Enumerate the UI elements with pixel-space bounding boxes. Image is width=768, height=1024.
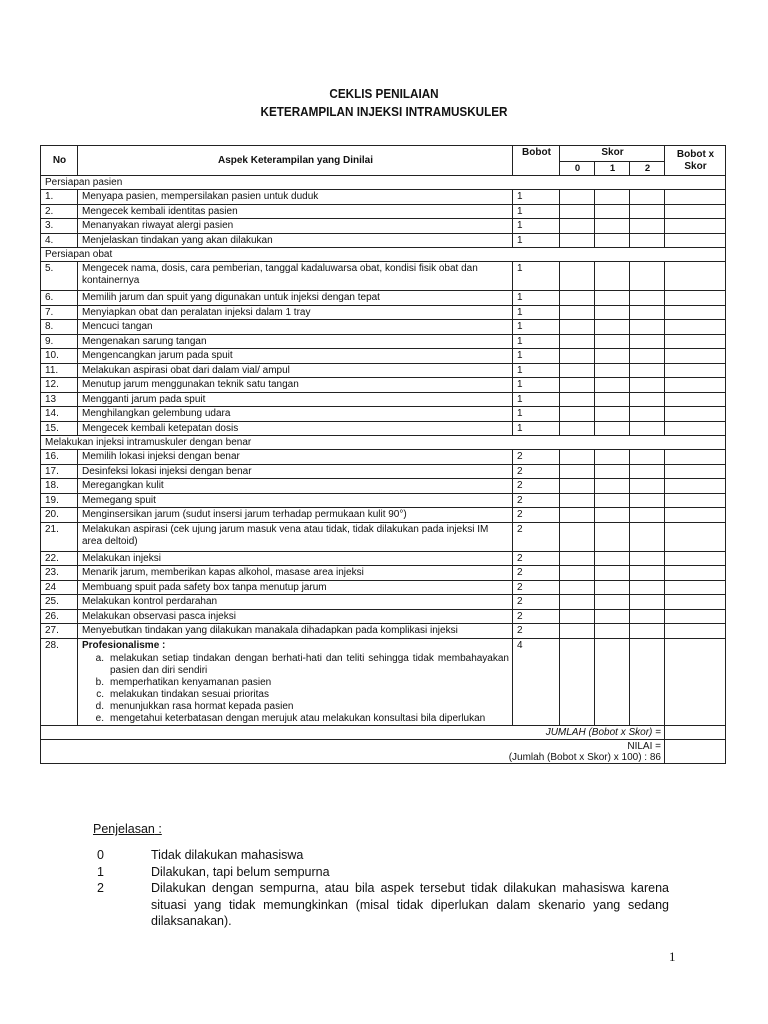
row-bobot: 1 (513, 363, 560, 378)
list-item (82, 677, 509, 689)
score-0-cell[interactable] (560, 291, 595, 306)
table-row (41, 190, 726, 205)
score-2-cell[interactable] (630, 609, 665, 624)
checklist-table (40, 145, 726, 764)
score-0-cell[interactable] (560, 305, 595, 320)
row-aspect: Mengecek nama, dosis, cara pemberian, tanggal kadaluwarsa obat, kondisi fisik obat dan kontainernya (78, 262, 513, 291)
row-aspect: Mengencangkan jarum pada spuit (78, 349, 513, 364)
row-bobot: 1 (513, 392, 560, 407)
table-row (41, 291, 726, 306)
row-number: 22. (41, 551, 78, 566)
row-aspect: Memegang spuit (78, 493, 513, 508)
score-2-cell[interactable] (630, 334, 665, 349)
legend-text: Dilakukan dengan sempurna, atau bila aspek tersebut tidak dilakukan mahasiswa karena situasi yang tidak memungkinkan (misal tidak diperlukan dalam skenario yang sedang dilaksanakan). (151, 881, 669, 928)
row-aspect: Mencuci tangan (78, 320, 513, 335)
score-0-cell[interactable] (560, 363, 595, 378)
row-number: 8. (41, 320, 78, 335)
score-1-cell[interactable] (595, 638, 630, 725)
header-bobot: Bobot (513, 146, 560, 176)
score-2-cell[interactable] (630, 363, 665, 378)
score-2-cell[interactable] (630, 320, 665, 335)
row-number: 15. (41, 421, 78, 436)
summary-row-nilai (41, 739, 726, 763)
table-row (41, 262, 726, 291)
row-bobot: 4 (513, 638, 560, 725)
table-row (41, 421, 726, 436)
row-bobot: 1 (513, 190, 560, 205)
score-0-cell[interactable] (560, 407, 595, 422)
row-bobot: 2 (513, 609, 560, 624)
legend-item (97, 880, 669, 930)
bobot-x-skor-cell[interactable] (665, 566, 726, 581)
table-row-professionalism (41, 638, 726, 725)
score-0-cell[interactable] (560, 320, 595, 335)
table-row (41, 219, 726, 234)
score-0-cell[interactable] (560, 609, 595, 624)
table-row (41, 363, 726, 378)
bobot-x-skor-cell[interactable] (665, 219, 726, 234)
legend-key: 2 (97, 881, 104, 895)
bobot-x-skor-cell[interactable] (665, 638, 726, 725)
score-2-cell[interactable] (630, 392, 665, 407)
table-row (41, 334, 726, 349)
score-0-cell[interactable] (560, 392, 595, 407)
score-1-cell[interactable] (595, 378, 630, 393)
row-number: 11. (41, 363, 78, 378)
score-2-cell[interactable] (630, 450, 665, 465)
score-0-cell[interactable] (560, 421, 595, 436)
section-header: Persiapan obat (41, 248, 726, 262)
bobot-x-skor-cell[interactable] (665, 508, 726, 523)
table-row (41, 624, 726, 639)
header-skor-0: 0 (560, 162, 595, 176)
table-row (41, 609, 726, 624)
bobot-x-skor-cell[interactable] (665, 551, 726, 566)
row-bobot: 1 (513, 262, 560, 291)
row-bobot: 2 (513, 508, 560, 523)
row-bobot: 1 (513, 320, 560, 335)
row-number: 21. (41, 522, 78, 551)
row-aspect: Meregangkan kulit (78, 479, 513, 494)
row-number: 13 (41, 392, 78, 407)
row-number: 9. (41, 334, 78, 349)
item-letter: e. (95, 712, 104, 724)
score-1-cell[interactable] (595, 609, 630, 624)
row-aspect: Menghilangkan gelembung udara (78, 407, 513, 422)
score-0-cell[interactable] (560, 334, 595, 349)
score-2-cell[interactable] (630, 349, 665, 364)
score-1-cell[interactable] (595, 464, 630, 479)
bobot-x-skor-cell[interactable] (665, 479, 726, 494)
bobot-x-skor-cell[interactable] (665, 493, 726, 508)
header-bobot-x-skor: Bobot x Skor (665, 146, 726, 176)
bobot-x-skor-cell[interactable] (665, 262, 726, 291)
row-bobot: 1 (513, 204, 560, 219)
score-2-cell[interactable] (630, 204, 665, 219)
table-row (41, 450, 726, 465)
row-number: 14. (41, 407, 78, 422)
row-number: 26. (41, 609, 78, 624)
explanation-heading-text: Penjelasan (93, 822, 155, 836)
row-bobot: 1 (513, 349, 560, 364)
bobot-x-skor-cell[interactable] (665, 363, 726, 378)
row-bobot: 1 (513, 291, 560, 306)
table-row (41, 464, 726, 479)
score-1-cell[interactable] (595, 450, 630, 465)
score-1-cell[interactable] (595, 190, 630, 205)
row-number: 4. (41, 233, 78, 248)
bobot-x-skor-cell[interactable] (665, 291, 726, 306)
professionalism-title: Profesionalisme : (82, 639, 166, 651)
score-2-cell[interactable] (630, 291, 665, 306)
bobot-x-skor-cell[interactable] (665, 609, 726, 624)
bobot-x-skor-cell[interactable] (665, 580, 726, 595)
score-2-cell[interactable] (630, 262, 665, 291)
item-text: menunjukkan rasa hormat kepada pasien (110, 700, 294, 712)
table-row (41, 580, 726, 595)
score-1-cell[interactable] (595, 580, 630, 595)
nilai-label (41, 739, 665, 763)
header-skor-1: 1 (595, 162, 630, 176)
row-bobot: 2 (513, 464, 560, 479)
score-2-cell[interactable] (630, 219, 665, 234)
row-aspect: Menanyakan riwayat alergi pasien (78, 219, 513, 234)
score-1-cell[interactable] (595, 233, 630, 248)
row-number: 12. (41, 378, 78, 393)
document-title: CEKLIS PENILAIAN (329, 86, 439, 101)
table-row (41, 305, 726, 320)
score-1-cell[interactable] (595, 262, 630, 291)
table-row (41, 508, 726, 523)
score-1-cell[interactable] (595, 407, 630, 422)
bobot-x-skor-cell[interactable] (665, 190, 726, 205)
row-number: 23. (41, 566, 78, 581)
item-text: memperhatikan kenyamanan pasien (110, 676, 272, 688)
table-row (41, 378, 726, 393)
score-2-cell[interactable] (630, 522, 665, 551)
row-number: 18. (41, 479, 78, 494)
row-number: 17. (41, 464, 78, 479)
jumlah-value-cell[interactable] (665, 725, 726, 739)
row-aspect: Melakukan injeksi (78, 551, 513, 566)
bobot-x-skor-cell[interactable] (665, 464, 726, 479)
score-2-cell[interactable] (630, 508, 665, 523)
row-bobot: 1 (513, 219, 560, 234)
score-1-cell[interactable] (595, 334, 630, 349)
score-0-cell[interactable] (560, 624, 595, 639)
header-no: No (41, 146, 78, 176)
professionalism-list (82, 653, 509, 725)
score-1-cell[interactable] (595, 508, 630, 523)
row-aspect: Mengecek kembali ketepatan dosis (78, 421, 513, 436)
score-2-cell[interactable] (630, 407, 665, 422)
row-aspect: Menyapa pasien, mempersilakan pasien untuk duduk (78, 190, 513, 205)
table-row (41, 522, 726, 551)
explanation-colon: : (154, 822, 162, 836)
score-0-cell[interactable] (560, 595, 595, 610)
row-number: 3. (41, 219, 78, 234)
item-letter: b. (95, 676, 104, 688)
row-number: 5. (41, 262, 78, 291)
score-2-cell[interactable] (630, 464, 665, 479)
row-aspect: Melakukan observasi pasca injeksi (78, 609, 513, 624)
bobot-x-skor-cell[interactable] (665, 204, 726, 219)
row-number: 19. (41, 493, 78, 508)
score-0-cell[interactable] (560, 204, 595, 219)
bobot-x-skor-cell[interactable] (665, 407, 726, 422)
score-1-cell[interactable] (595, 624, 630, 639)
score-1-cell[interactable] (595, 392, 630, 407)
table-row (41, 493, 726, 508)
table-row (41, 392, 726, 407)
row-aspect: Melakukan aspirasi (cek ujung jarum masuk vena atau tidak, tidak dilakukan pada injeksi IM area deltoid) (78, 522, 513, 551)
score-2-cell[interactable] (630, 305, 665, 320)
score-0-cell[interactable] (560, 508, 595, 523)
score-0-cell[interactable] (560, 464, 595, 479)
summary-row-jumlah (41, 725, 726, 739)
row-bobot: 2 (513, 522, 560, 551)
list-item (82, 689, 509, 701)
score-1-cell[interactable] (595, 479, 630, 494)
score-0-cell[interactable] (560, 190, 595, 205)
score-0-cell[interactable] (560, 450, 595, 465)
row-bobot: 1 (513, 407, 560, 422)
score-2-cell[interactable] (630, 479, 665, 494)
score-0-cell[interactable] (560, 219, 595, 234)
score-1-cell[interactable] (595, 551, 630, 566)
bobot-x-skor-cell[interactable] (665, 320, 726, 335)
score-0-cell[interactable] (560, 551, 595, 566)
legend-item (97, 864, 669, 881)
item-letter: d. (95, 700, 104, 712)
score-2-cell[interactable] (630, 595, 665, 610)
bobot-x-skor-cell[interactable] (665, 624, 726, 639)
bobot-x-skor-cell[interactable] (665, 233, 726, 248)
row-bobot: 2 (513, 624, 560, 639)
score-1-cell[interactable] (595, 204, 630, 219)
bobot-x-skor-cell[interactable] (665, 522, 726, 551)
row-number: 7. (41, 305, 78, 320)
score-1-cell[interactable] (595, 522, 630, 551)
bobot-x-skor-cell[interactable] (665, 392, 726, 407)
row-aspect: Melakukan kontrol perdarahan (78, 595, 513, 610)
row-aspect-professionalism (78, 638, 513, 725)
score-0-cell[interactable] (560, 349, 595, 364)
section-header: Melakukan injeksi intramuskuler dengan benar (41, 436, 726, 450)
row-bobot: 1 (513, 334, 560, 349)
row-bobot: 1 (513, 233, 560, 248)
score-2-cell[interactable] (630, 378, 665, 393)
score-1-cell[interactable] (595, 349, 630, 364)
item-text: melakukan setiap tindakan dengan berhati-hati dan teliti sehingga tidak membahayakan pasien dan diri sendiri (110, 652, 509, 676)
table-row (41, 479, 726, 494)
section-header: Persiapan pasien (41, 176, 726, 190)
row-bobot: 1 (513, 421, 560, 436)
table-row (41, 551, 726, 566)
score-0-cell[interactable] (560, 638, 595, 725)
header-skor-2: 2 (630, 162, 665, 176)
row-bobot: 2 (513, 566, 560, 581)
table-row (41, 407, 726, 422)
row-bobot: 2 (513, 580, 560, 595)
row-bobot: 2 (513, 595, 560, 610)
nilai-formula: (Jumlah (Bobot x Skor) x 100) : 86 (508, 751, 661, 763)
score-2-cell[interactable] (630, 190, 665, 205)
item-letter: a. (95, 652, 104, 664)
score-0-cell[interactable] (560, 233, 595, 248)
row-aspect: Memilih lokasi injeksi dengan benar (78, 450, 513, 465)
item-letter: c. (96, 688, 104, 700)
row-number: 27. (41, 624, 78, 639)
row-number: 1. (41, 190, 78, 205)
table-row (41, 566, 726, 581)
legend-key: 1 (97, 865, 104, 879)
score-0-cell[interactable] (560, 493, 595, 508)
row-aspect: Melakukan aspirasi obat dari dalam vial/ ampul (78, 363, 513, 378)
explanation-heading (93, 822, 162, 836)
legend-text: Dilakukan, tapi belum sempurna (151, 865, 330, 879)
jumlah-label: JUMLAH (Bobot x Skor) = (41, 725, 665, 739)
list-item (82, 653, 509, 677)
row-bobot: 1 (513, 305, 560, 320)
table-row (41, 204, 726, 219)
row-number: 20. (41, 508, 78, 523)
legend-key: 0 (97, 848, 104, 862)
score-0-cell[interactable] (560, 522, 595, 551)
item-text: melakukan tindakan sesuai prioritas (110, 688, 269, 700)
table-row (41, 349, 726, 364)
row-number: 6. (41, 291, 78, 306)
row-aspect: Menginsersikan jarum (sudut insersi jarum terhadap permukaan kulit 90°) (78, 508, 513, 523)
table-row (41, 320, 726, 335)
row-aspect: Mengenakan sarung tangan (78, 334, 513, 349)
score-0-cell[interactable] (560, 479, 595, 494)
bobot-x-skor-cell[interactable] (665, 421, 726, 436)
score-0-cell[interactable] (560, 566, 595, 581)
score-2-cell[interactable] (630, 566, 665, 581)
score-1-cell[interactable] (595, 566, 630, 581)
row-bobot: 2 (513, 450, 560, 465)
row-number: 28. (41, 638, 78, 725)
row-number: 25. (41, 595, 78, 610)
header-aspect: Aspek Keterampilan yang Dinilai (78, 146, 513, 176)
score-1-cell[interactable] (595, 305, 630, 320)
list-item (82, 701, 509, 713)
bobot-x-skor-cell[interactable] (665, 595, 726, 610)
row-bobot: 1 (513, 378, 560, 393)
score-1-cell[interactable] (595, 363, 630, 378)
bobot-x-skor-cell[interactable] (665, 378, 726, 393)
row-aspect: Menyiapkan obat dan peralatan injeksi dalam 1 tray (78, 305, 513, 320)
row-number: 2. (41, 204, 78, 219)
nilai-title: NILAI = (627, 740, 661, 752)
row-bobot: 2 (513, 479, 560, 494)
score-2-cell[interactable] (630, 493, 665, 508)
item-text: mengetahui keterbatasan dengan merujuk atau melakukan konsultasi bila diperlukan (110, 712, 486, 724)
score-2-cell[interactable] (630, 638, 665, 725)
table-row (41, 595, 726, 610)
row-aspect: Memilih jarum dan spuit yang digunakan untuk injeksi dengan tepat (78, 291, 513, 306)
score-2-cell[interactable] (630, 551, 665, 566)
bobot-x-skor-cell[interactable] (665, 349, 726, 364)
score-0-cell[interactable] (560, 580, 595, 595)
row-aspect: Menyebutkan tindakan yang dilakukan manakala dihadapkan pada komplikasi injeksi (78, 624, 513, 639)
row-bobot: 2 (513, 493, 560, 508)
bobot-x-skor-cell[interactable] (665, 334, 726, 349)
score-1-cell[interactable] (595, 291, 630, 306)
row-aspect: Menarik jarum, memberikan kapas alkohol, masase area injeksi (78, 566, 513, 581)
score-2-cell[interactable] (630, 624, 665, 639)
score-2-cell[interactable] (630, 580, 665, 595)
score-0-cell[interactable] (560, 262, 595, 291)
row-number: 16. (41, 450, 78, 465)
score-0-cell[interactable] (560, 378, 595, 393)
score-2-cell[interactable] (630, 233, 665, 248)
table-row (41, 233, 726, 248)
row-aspect: Membuang spuit pada safety box tanpa menutup jarum (78, 580, 513, 595)
nilai-value-cell[interactable] (665, 739, 726, 763)
legend-item (97, 847, 669, 864)
row-aspect: Menjelaskan tindakan yang akan dilakukan (78, 233, 513, 248)
row-bobot: 2 (513, 551, 560, 566)
row-number: 24 (41, 580, 78, 595)
header-skor: Skor (560, 146, 665, 162)
row-aspect: Menutup jarum menggunakan teknik satu tangan (78, 378, 513, 393)
legend-text: Tidak dilakukan mahasiswa (151, 848, 304, 862)
score-1-cell[interactable] (595, 421, 630, 436)
page-number: 1 (669, 949, 676, 964)
row-number: 10. (41, 349, 78, 364)
score-1-cell[interactable] (595, 595, 630, 610)
score-2-cell[interactable] (630, 421, 665, 436)
row-aspect: Desinfeksi lokasi injeksi dengan benar (78, 464, 513, 479)
bobot-x-skor-cell[interactable] (665, 305, 726, 320)
score-1-cell[interactable] (595, 320, 630, 335)
document-subtitle: KETERAMPILAN INJEKSI INTRAMUSKULER (260, 104, 508, 119)
list-item (82, 713, 509, 725)
row-aspect: Mengecek kembali identitas pasien (78, 204, 513, 219)
score-1-cell[interactable] (595, 219, 630, 234)
score-1-cell[interactable] (595, 493, 630, 508)
row-aspect: Mengganti jarum pada spuit (78, 392, 513, 407)
bobot-x-skor-cell[interactable] (665, 450, 726, 465)
